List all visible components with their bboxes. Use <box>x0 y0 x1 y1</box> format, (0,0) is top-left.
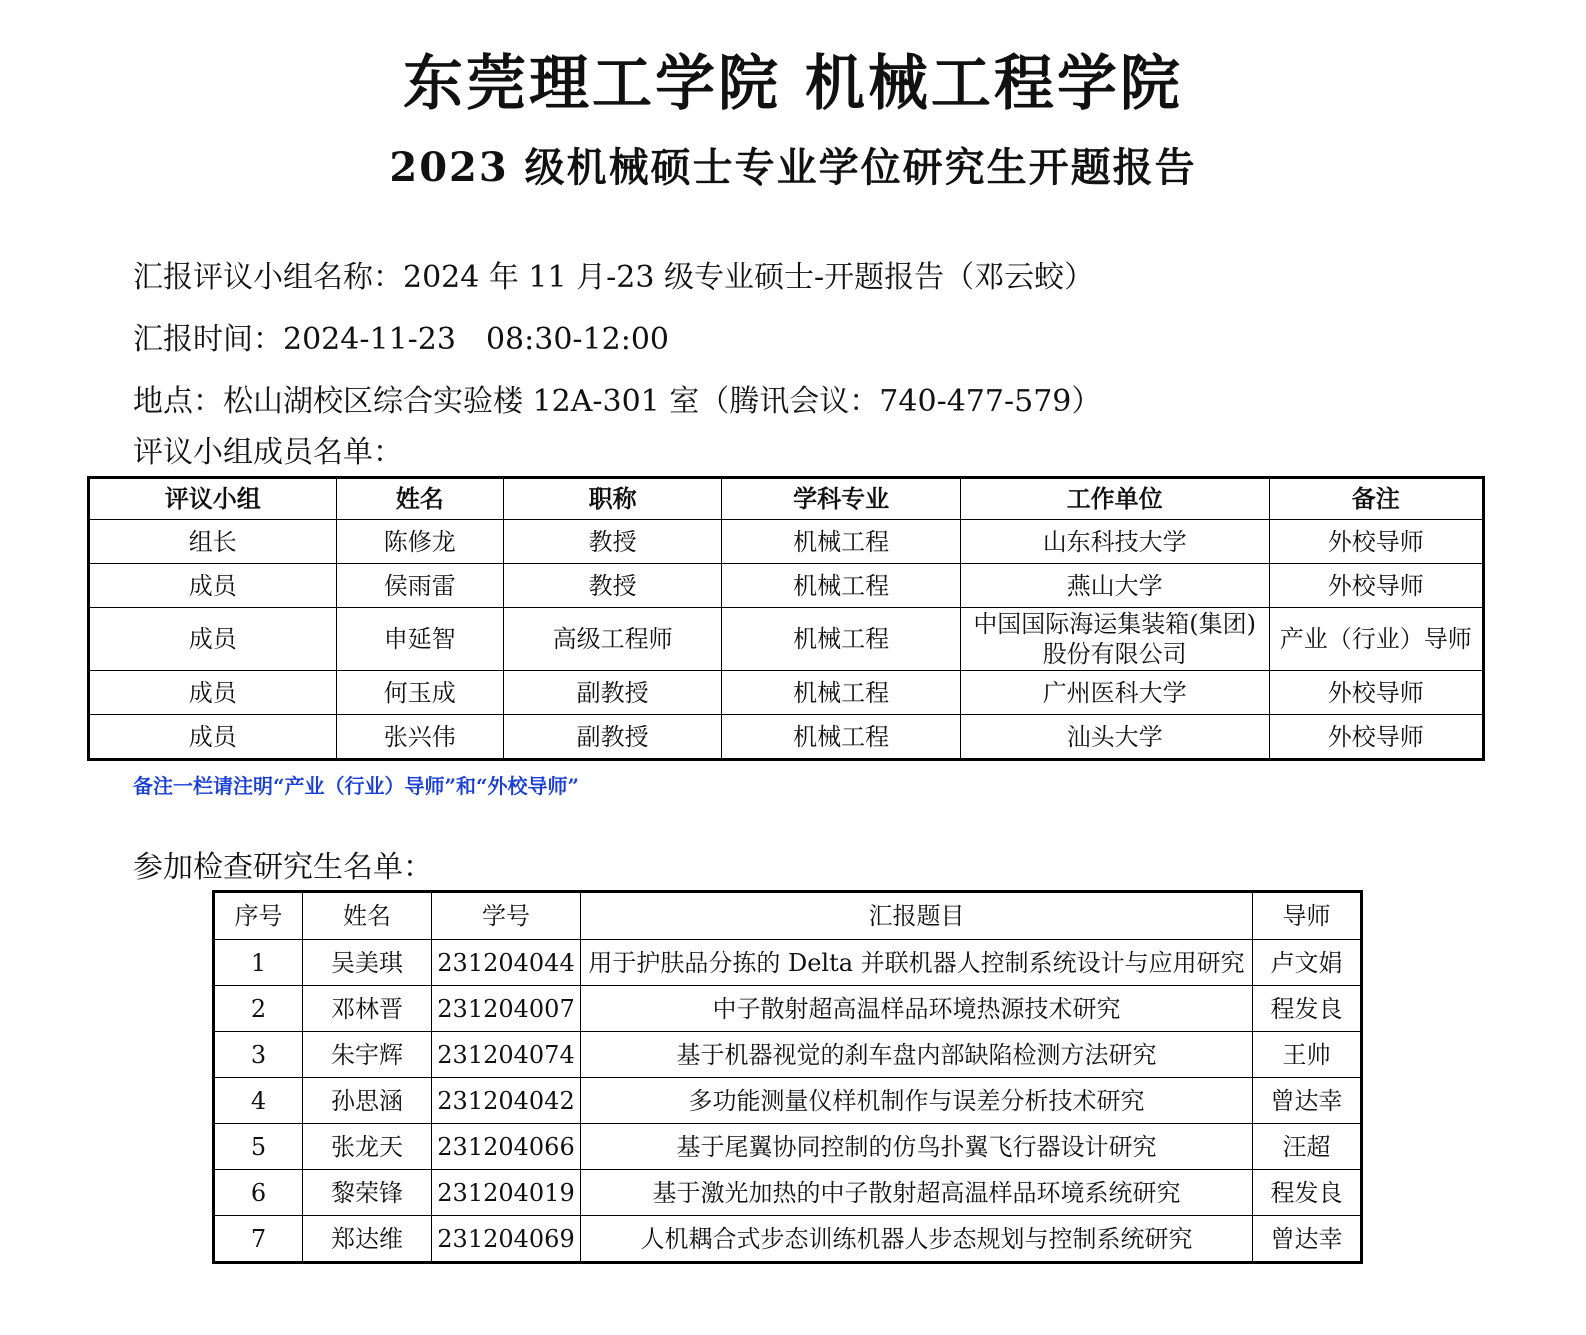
table-cell: 张龙天 <box>303 1124 432 1170</box>
table-cell: 孙思涵 <box>303 1078 432 1124</box>
students-header-cell: 姓名 <box>303 892 432 940</box>
table-cell: 机械工程 <box>722 671 961 715</box>
table-cell: 副教授 <box>503 671 721 715</box>
table-cell: 231204074 <box>432 1032 581 1078</box>
table-cell: 用于护肤品分拣的 Delta 并联机器人控制系统设计与应用研究 <box>581 940 1253 986</box>
table-cell: 多功能测量仪样机制作与误差分析技术研究 <box>581 1078 1253 1124</box>
table-cell: 人机耦合式步态训练机器人步态规划与控制系统研究 <box>581 1216 1253 1263</box>
table-cell: 机械工程 <box>722 715 961 760</box>
table-cell: 机械工程 <box>722 520 961 564</box>
table-cell: 教授 <box>503 564 721 608</box>
table-cell: 程发良 <box>1253 1170 1362 1216</box>
group-name-value: 2024 年 11 月-23 级专业硕士-开题报告（邓云蛟） <box>403 260 1095 295</box>
table-row <box>214 1032 1362 1078</box>
table-cell: 侯雨雷 <box>336 564 503 608</box>
table-cell: 3 <box>214 1032 303 1078</box>
table-cell: 程发良 <box>1253 986 1362 1032</box>
table-cell: 4 <box>214 1078 303 1124</box>
table-cell: 邓林晋 <box>303 986 432 1032</box>
table-cell: 山东科技大学 <box>960 520 1269 564</box>
table-cell: 2 <box>214 986 303 1032</box>
table-cell: 中子散射超高温样品环境热源技术研究 <box>581 986 1253 1032</box>
committee-header-cell: 评议小组 <box>89 478 337 520</box>
table-cell: 王帅 <box>1253 1032 1362 1078</box>
table-row <box>89 671 1484 715</box>
table-cell: 成员 <box>89 671 337 715</box>
table-row <box>214 1216 1362 1263</box>
table-cell: 曾达幸 <box>1253 1216 1362 1263</box>
table-row <box>214 986 1362 1032</box>
table-row <box>89 608 1484 671</box>
table-cell: 231204066 <box>432 1124 581 1170</box>
committee-header-cell: 工作单位 <box>960 478 1269 520</box>
location-value: 松山湖校区综合实验楼 12A-301 室（腾讯会议：740-477-579） <box>223 384 1102 419</box>
time-label: 汇报时间： <box>133 322 283 357</box>
page-title: 东莞理工学院 机械工程学院 <box>403 49 1183 119</box>
committee-header-cell: 学科专业 <box>722 478 961 520</box>
students-header-cell: 汇报题目 <box>581 892 1253 940</box>
table-cell: 教授 <box>503 520 721 564</box>
table-cell: 成员 <box>89 608 337 671</box>
table-row <box>89 564 1484 608</box>
location-line <box>133 382 1101 422</box>
committee-list-label: 评议小组成员名单： <box>133 435 403 470</box>
table-cell: 曾达幸 <box>1253 1078 1362 1124</box>
group-name-label: 汇报评议小组名称： <box>133 260 403 295</box>
table-row <box>214 940 1362 986</box>
students-header-cell: 学号 <box>432 892 581 940</box>
table-cell: 外校导师 <box>1269 671 1483 715</box>
time-range: 08:30-12:00 <box>485 322 670 357</box>
students-table <box>212 890 1363 1264</box>
table-cell: 汕头大学 <box>960 715 1269 760</box>
table-cell: 231204044 <box>432 940 581 986</box>
page-subtitle: 2023 级机械硕士专业学位研究生开题报告 <box>389 144 1197 191</box>
table-cell: 231204069 <box>432 1216 581 1263</box>
table-row <box>214 1124 1362 1170</box>
time-line <box>133 320 669 360</box>
table-cell: 何玉成 <box>336 671 503 715</box>
table-cell: 5 <box>214 1124 303 1170</box>
table-cell: 申延智 <box>336 608 503 671</box>
table-row <box>214 1078 1362 1124</box>
table-cell: 6 <box>214 1170 303 1216</box>
committee-note: 备注一栏请注明“产业（行业）导师”和“外校导师” <box>133 774 580 798</box>
table-cell: 231204007 <box>432 986 581 1032</box>
table-cell: 外校导师 <box>1269 564 1483 608</box>
table-cell: 朱宇辉 <box>303 1032 432 1078</box>
table-cell: 汪超 <box>1253 1124 1362 1170</box>
table-cell: 外校导师 <box>1269 715 1483 760</box>
table-cell: 外校导师 <box>1269 520 1483 564</box>
table-cell: 7 <box>214 1216 303 1263</box>
table-cell: 张兴伟 <box>336 715 503 760</box>
table-cell: 基于激光加热的中子散射超高温样品环境系统研究 <box>581 1170 1253 1216</box>
table-cell: 基于尾翼协同控制的仿鸟扑翼飞行器设计研究 <box>581 1124 1253 1170</box>
group-name-line <box>133 258 1094 298</box>
table-cell: 黎荣锋 <box>303 1170 432 1216</box>
table-cell: 广州医科大学 <box>960 671 1269 715</box>
committee-header-cell: 姓名 <box>336 478 503 520</box>
table-cell: 产业（行业）导师 <box>1269 608 1483 671</box>
table-cell: 基于机器视觉的刹车盘内部缺陷检测方法研究 <box>581 1032 1253 1078</box>
committee-header-row <box>89 478 1484 520</box>
table-cell: 成员 <box>89 564 337 608</box>
location-label: 地点： <box>133 384 223 419</box>
table-cell: 机械工程 <box>722 608 961 671</box>
table-cell: 组长 <box>89 520 337 564</box>
table-cell: 副教授 <box>503 715 721 760</box>
students-header-row <box>214 892 1362 940</box>
table-cell: 231204019 <box>432 1170 581 1216</box>
table-row <box>89 715 1484 760</box>
committee-header-cell: 备注 <box>1269 478 1483 520</box>
committee-header-cell: 职称 <box>503 478 721 520</box>
table-row <box>214 1170 1362 1216</box>
table-cell: 1 <box>214 940 303 986</box>
committee-table <box>87 476 1485 761</box>
table-cell: 卢文娟 <box>1253 940 1362 986</box>
table-cell: 高级工程师 <box>503 608 721 671</box>
table-cell: 郑达维 <box>303 1216 432 1263</box>
students-header-cell: 导师 <box>1253 892 1362 940</box>
table-row <box>89 520 1484 564</box>
table-cell: 机械工程 <box>722 564 961 608</box>
students-list-label: 参加检查研究生名单： <box>133 850 433 885</box>
table-cell: 陈修龙 <box>336 520 503 564</box>
time-date: 2024-11-23 <box>283 322 456 357</box>
table-cell: 中国国际海运集装箱(集团)股份有限公司 <box>960 608 1269 671</box>
table-cell: 231204042 <box>432 1078 581 1124</box>
table-cell: 吴美琪 <box>303 940 432 986</box>
students-header-cell: 序号 <box>214 892 303 940</box>
table-cell: 燕山大学 <box>960 564 1269 608</box>
table-cell: 成员 <box>89 715 337 760</box>
